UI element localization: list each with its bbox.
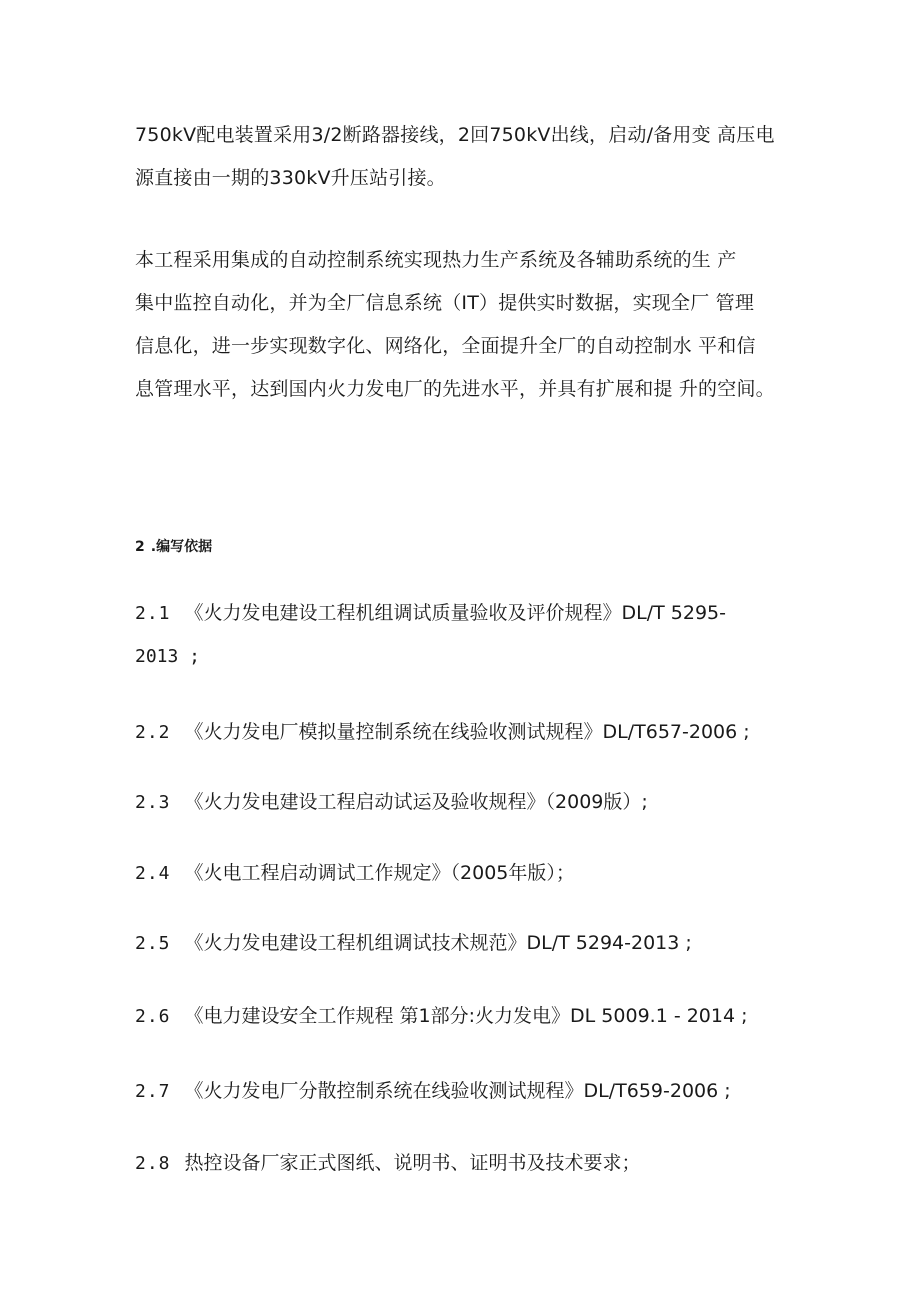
reference-text: 热控设备厂家正式图纸、说明书、证明书及技术要求；	[184, 1152, 641, 1174]
reference-text: 《火力发电建设工程机组调试质量验收及评价规程》DL/T 5295-	[184, 602, 726, 624]
reference-number: 2.4	[135, 863, 171, 884]
reference-number: 2.7	[135, 1081, 171, 1102]
section-title: .编写依据	[150, 539, 213, 555]
reference-item	[135, 1142, 795, 1185]
reference-item	[135, 852, 795, 895]
reference-text: 《火力发电建设工程机组调试技术规范》DL/T 5294-2013 ;	[184, 932, 692, 954]
reference-item	[135, 922, 795, 965]
reference-number: 2.5	[135, 933, 171, 954]
reference-text: 《电力建设安全工作规程 第1部分:火力发电》DL 5009.1 - 2014 ;	[184, 1005, 748, 1027]
intro-line: 源直接由一期的330kV升压站引接。	[135, 167, 446, 189]
control-line: 息管理水平，达到国内火力发电厂的先进水平，并具有扩展和提 升的空间。	[135, 378, 775, 400]
reference-number: 2.6	[135, 1006, 171, 1027]
reference-text: 《火力发电厂分散控制系统在线验收测试规程》DL/T659-2006 ;	[184, 1080, 731, 1102]
section-heading	[135, 535, 212, 559]
reference-item	[135, 995, 795, 1038]
reference-item	[135, 1070, 795, 1113]
reference-item	[135, 781, 795, 824]
reference-text: 《火力发电建设工程启动试运及验收规程》（2009版）;	[184, 791, 648, 813]
reference-number: 2.2	[135, 722, 171, 743]
reference-number: 2.8	[135, 1153, 171, 1174]
control-line: 集中监控自动化，并为全厂信息系统（IT）提供实时数据，实现全厂 管理	[135, 292, 755, 314]
reference-number: 2.1	[135, 603, 171, 624]
control-line: 本工程采用集成的自动控制系统实现热力生产系统及各辅助系统的生 产	[135, 249, 737, 271]
reference-continuation: 2013 ;	[135, 646, 201, 667]
reference-text: 《火力发电厂模拟量控制系统在线验收测试规程》DL/T657-2006 ;	[184, 721, 750, 743]
intro-paragraph	[135, 114, 795, 200]
reference-item	[135, 592, 795, 678]
section-number: 2	[135, 539, 145, 555]
intro-line: 750kV配电装置采用3/2断路器接线，2回750kV出线，启动/备用变 高压电	[135, 124, 775, 146]
reference-item	[135, 711, 795, 754]
control-line: 信息化，进一步实现数字化、网络化，全面提升全厂的自动控制水 平和信	[135, 335, 756, 357]
control-system-paragraph	[135, 239, 795, 411]
reference-text: 《火电工程启动调试工作规定》（2005年版）；	[184, 862, 575, 884]
reference-number: 2.3	[135, 792, 171, 813]
